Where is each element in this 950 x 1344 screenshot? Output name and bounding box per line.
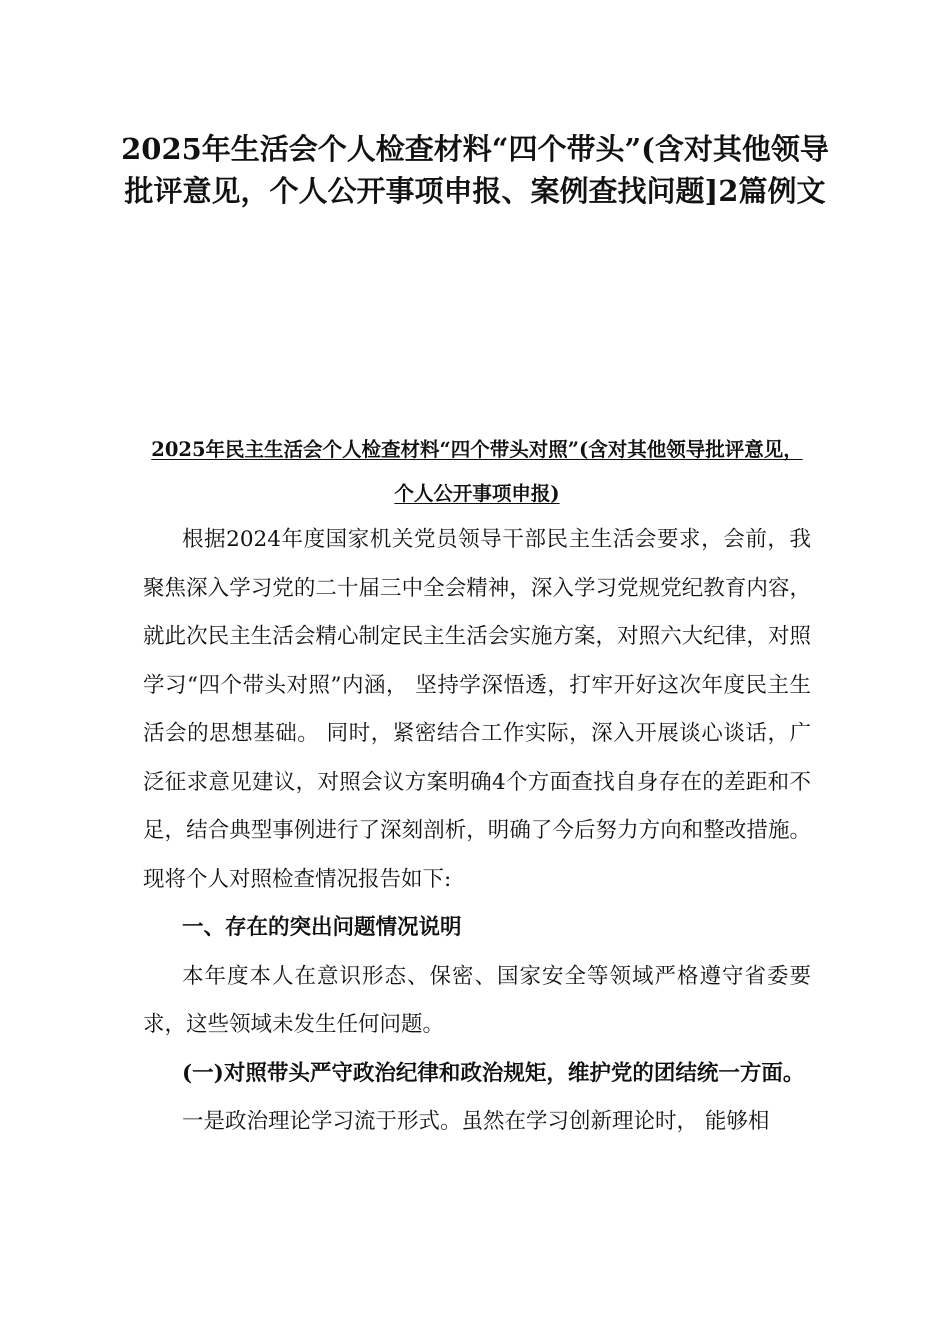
intro-paragraph: 根据2024年度国家机关党员领导干部民主生活会要求，会前，我聚焦深入学习党的二十届三中全会精神，深入学习党规党纪教育内容，就此次民主生活会精心制定民主生活会实施方案，对照六大纪律，对照学习“四个带头对照”内涵， 坚持学深悟透，打牢开好这次年度民主生活会的思想基础。 同时，紧密结合工作实际，深入开展谈心谈话，广泛征求意见建议，对照会议方案明确4个方面查找自身存在的差距和不足，结合典型事例进行了深刻剖析，明确了今后努力方向和整改措施。现将个人对照检查情况报告如下: <box>143 527 811 892</box>
point-paragraph: 一是政治理论学习流于形式。虽然在学习创新理论时， 能够相 <box>182 1109 770 1134</box>
document-title: 2025年生活会个人检查材料“四个带头”(含对其他领导批评意见，个人公开事项申报、案例查找问题]2篇例文 <box>121 132 829 208</box>
document-body <box>143 428 811 1147</box>
subsection-heading: (一)对照带头严守政治纪律和政治规矩，维护党的团结统一方面。 <box>182 1060 805 1086</box>
section-heading: 一、存在的突出问题情况说明 <box>182 915 462 940</box>
report-subtitle: 2025年民主生活会个人检查材料“四个带头对照”(含对其他领导批评意见，个人公开事项申报) <box>151 438 803 505</box>
section-paragraph: 本年度本人在意识形态、保密、国家安全等领域严格遵守省委要求，这些领域未发生任何问题。 <box>143 963 811 1037</box>
